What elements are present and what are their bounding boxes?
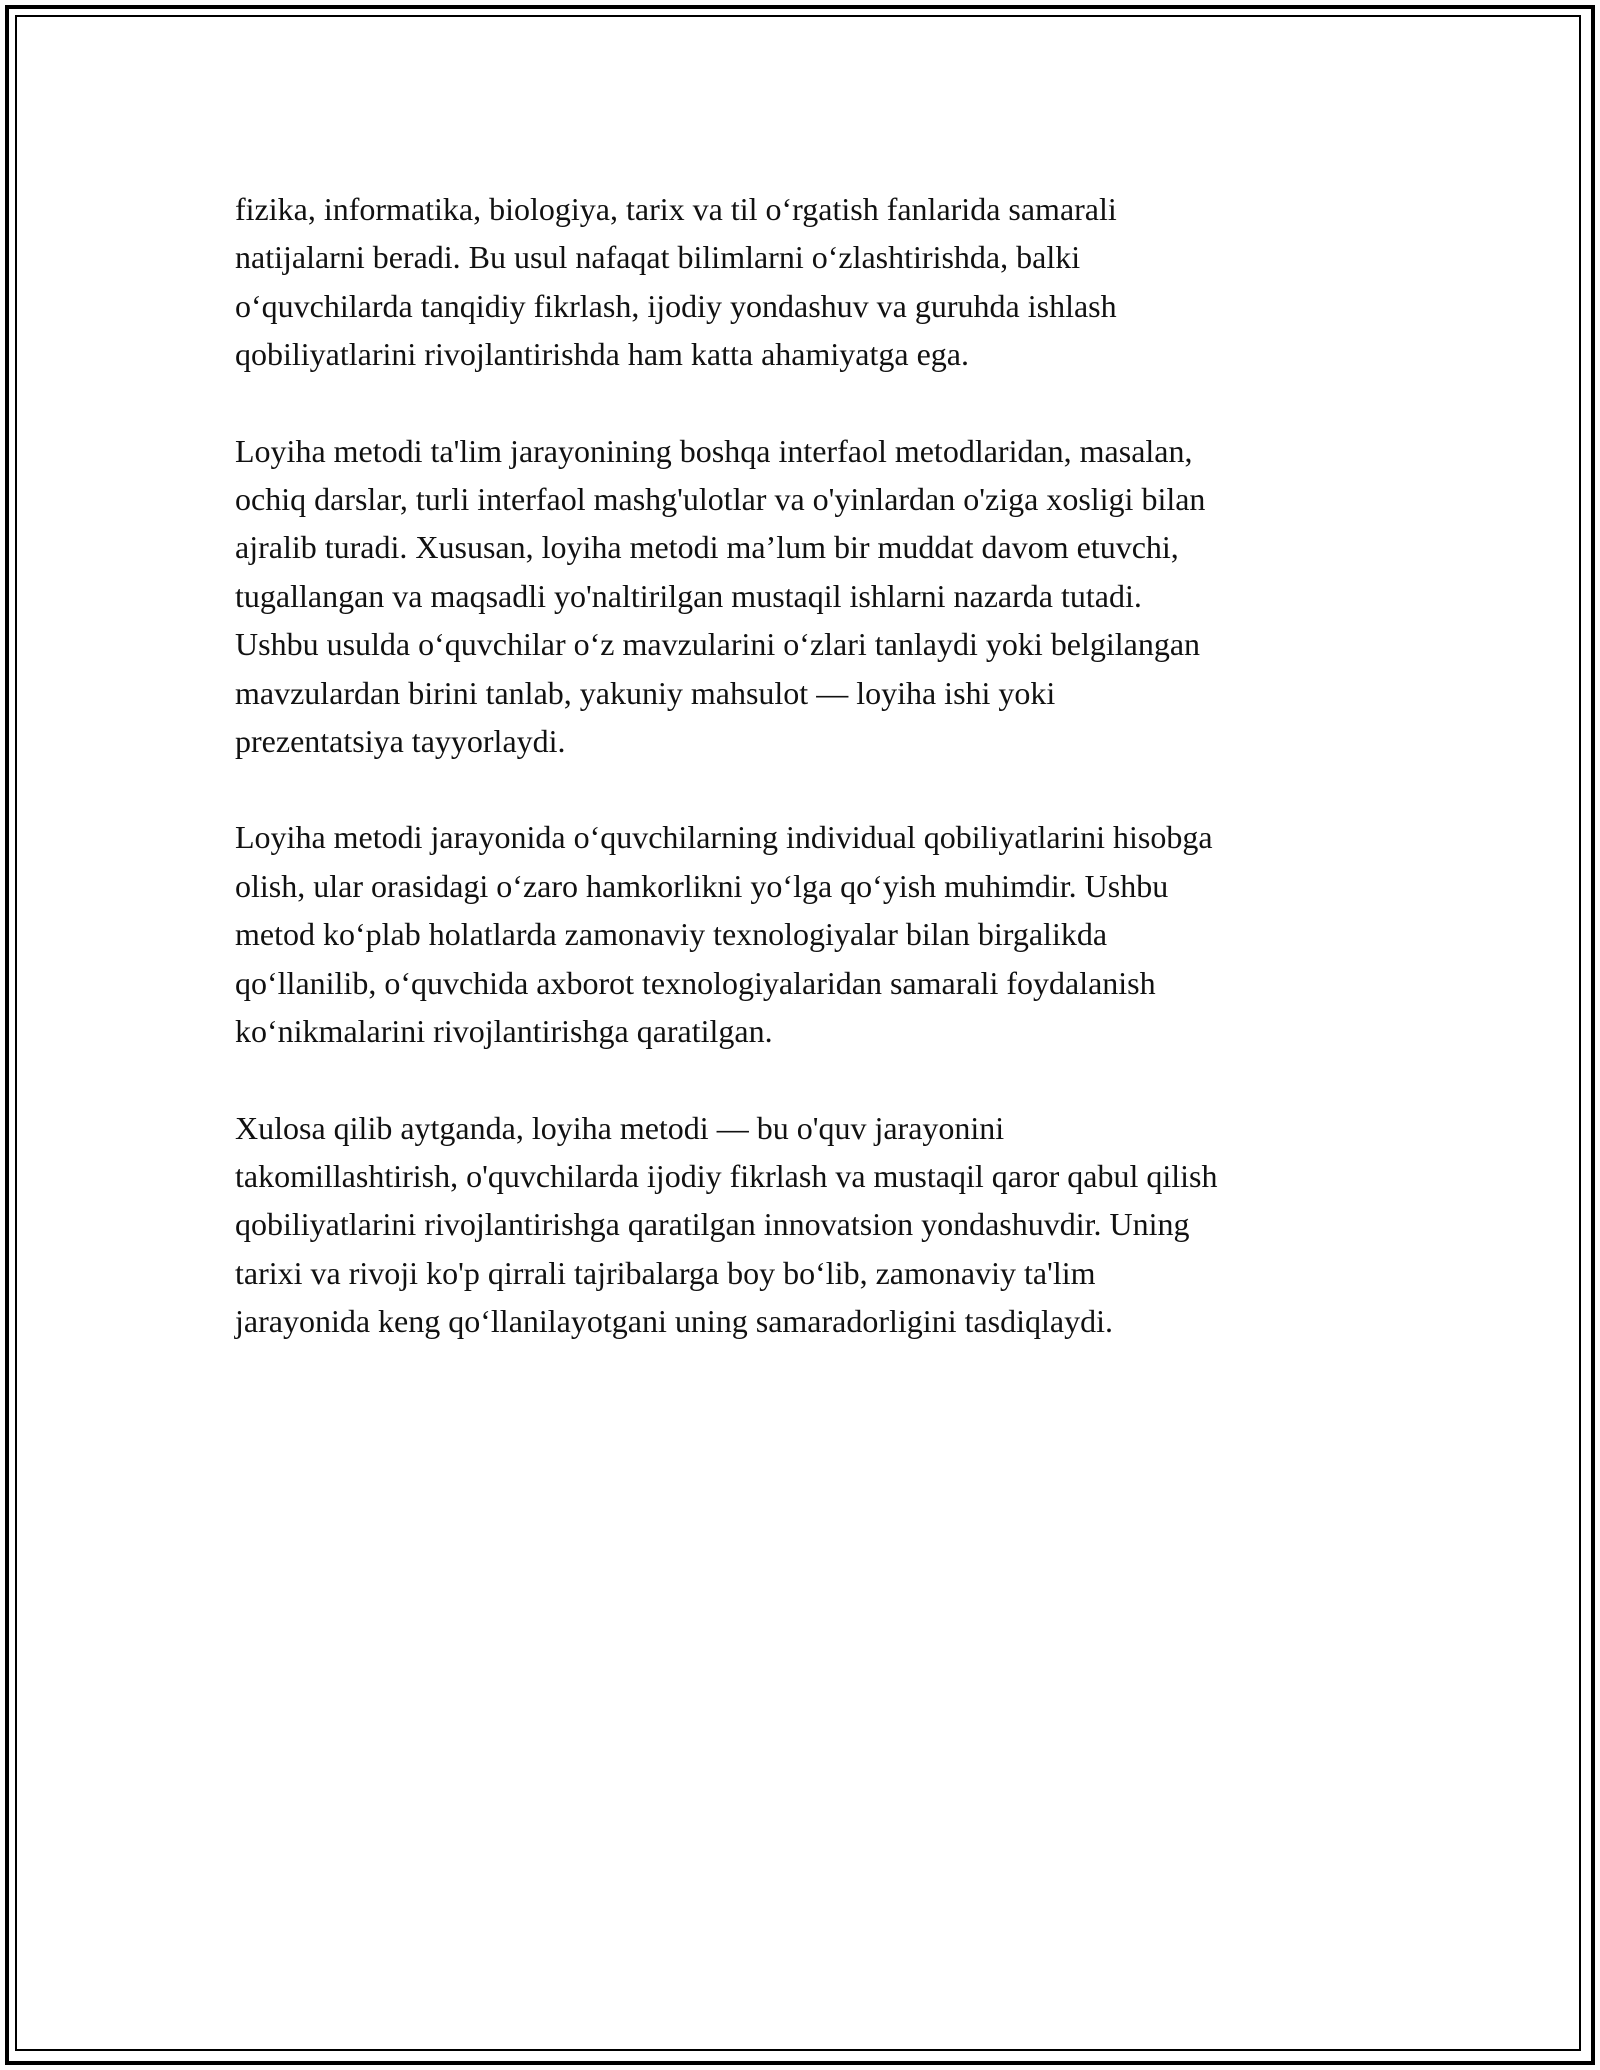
text-line: Loyiha metodi jarayonida o‘quvchilarning individual qobiliyatlarini hisobga <box>235 819 1213 856</box>
text-line: metod ko‘plab holatlarda zamonaviy texnologiyalar bilan birgalikda <box>235 916 1108 953</box>
text-line: natijalarni beradi. Bu usul nafaqat bilimlarni o‘zlashtirishda, balki <box>235 239 1081 276</box>
paragraph-4 <box>235 1104 1375 1346</box>
text-line: Xulosa qilib aytganda, loyiha metodi — bu o'quv jarayonini <box>235 1109 1005 1146</box>
text-line: qobiliyatlarini rivojlantirishda ham katta ahamiyatga ega. <box>235 336 969 373</box>
text-line: fizika, informatika, biologiya, tarix va til o‘rgatish fanlarida samarali <box>235 191 1117 227</box>
text-line: Ushbu usulda o‘quvchilar o‘z mavzularini o‘zlari tanlaydi yoki belgilangan <box>235 626 1201 663</box>
paragraph-2 <box>235 427 1375 766</box>
text-line: ko‘nikmalarini rivojlantirishga qaratilgan. <box>235 1013 773 1050</box>
text-line: mavzulardan birini tanlab, yakuniy mahsulot — loyiha ishi yoki <box>235 674 1056 711</box>
text-line: olish, ular orasidagi o‘zaro hamkorlikni yo‘lga qo‘yish muhimdir. Ushbu <box>235 867 1169 904</box>
text-line: tugallangan va maqsadli yo'naltirilgan mustaqil ishlarni nazarda tutadi. <box>235 577 1142 614</box>
text-line: qobiliyatlarini rivojlantirishga qaratilgan innovatsion yondashuvdir. Uning <box>235 1206 1190 1243</box>
text-line: ajralib turadi. Xususan, loyiha metodi ma’lum bir muddat davom etuvchi, <box>235 529 1179 566</box>
text-line: o‘quvchilarda tanqidiy fikrlash, ijodiy yondashuv va guruhda ishlash <box>235 287 1117 324</box>
text-line: qo‘llanilib, o‘quvchida axborot texnologiyalaridan samarali foydalanish <box>235 964 1156 1001</box>
text-line: tarixi va rivoji ko'p qirrali tajribalarga boy bo‘lib, zamonaviy ta'lim <box>235 1254 1096 1291</box>
document-body <box>235 185 1375 1394</box>
paragraph-3 <box>235 813 1375 1055</box>
text-line: Loyiha metodi ta'lim jarayonining boshqa interfaol metodlaridan, masalan, <box>235 432 1193 469</box>
text-line: jarayonida keng qo‘llanilayotgani uning samaradorligini tasdiqlaydi. <box>235 1303 1113 1340</box>
text-line: takomillashtirish, o'quvchilarda ijodiy fikrlash va mustaqil qaror qabul qilish <box>235 1157 1218 1194</box>
paragraph-1 <box>235 185 1375 379</box>
text-line: ochiq darslar, turli interfaol mashg'ulotlar va o'yinlardan o'ziga xosligi bilan <box>235 481 1206 518</box>
text-line: prezentatsiya tayyorlaydi. <box>235 723 566 760</box>
